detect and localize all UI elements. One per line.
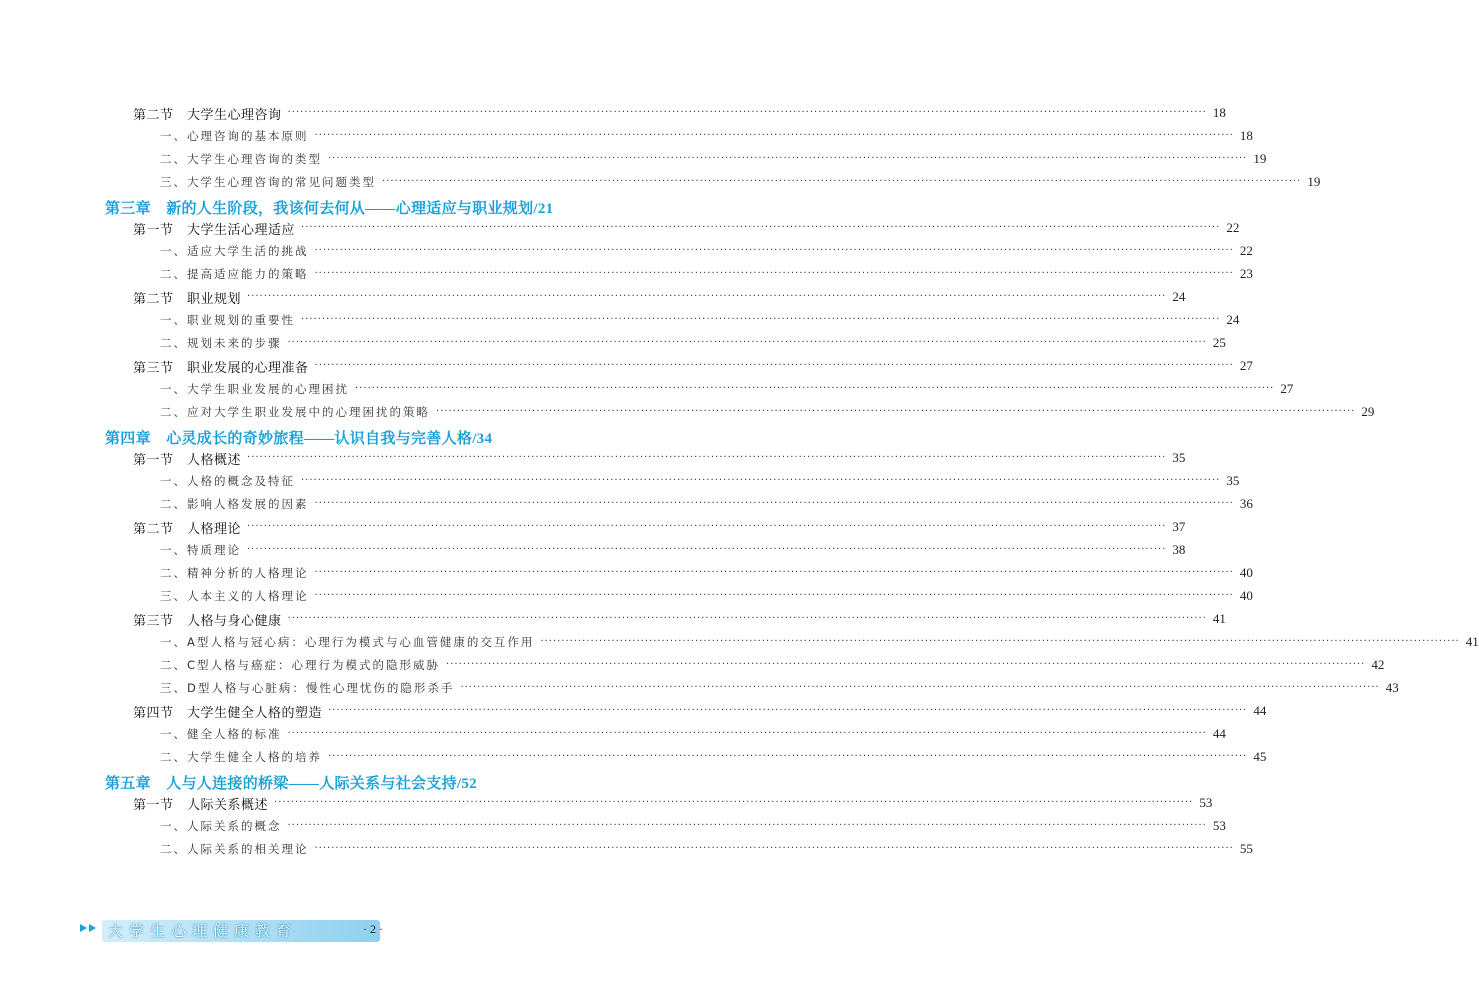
toc-item-entry <box>160 264 1253 284</box>
toc-section-title: 第一节 大学生活心理适应 <box>133 222 296 238</box>
toc-chapter-title: 第四章 心灵成长的奇妙旅程——认识自我与完善人格/34 <box>105 430 493 447</box>
toc-item-title: 一、适应大学生活的挑战 <box>160 244 309 258</box>
toc-page-number: 19 <box>1253 151 1267 166</box>
dot-leader: ···························································································································································································································· <box>301 314 1221 325</box>
toc-item-entry <box>160 632 1479 652</box>
book-title: 大学生心理健康教育 <box>108 922 298 940</box>
dot-leader: ···························································································································································································································· <box>355 383 1275 394</box>
toc-item-title: 二、应对大学生职业发展中的心理困扰的策略 <box>160 405 430 419</box>
dot-leader: ···························································································································································································································· <box>436 406 1356 417</box>
toc-chapter-title: 第五章 人与人连接的桥梁——人际关系与社会支持/52 <box>105 775 477 792</box>
toc-chapter-entry <box>105 195 650 219</box>
toc-section-entry <box>133 517 1186 537</box>
toc-item-title: 一、心理咨询的基本原则 <box>160 129 309 143</box>
toc-item-title: 二、提高适应能力的策略 <box>160 267 309 281</box>
toc-item-entry <box>160 126 1253 146</box>
toc-item-entry <box>160 586 1253 606</box>
page-footer <box>80 920 680 944</box>
toc-page-number: 44 <box>1212 726 1226 741</box>
toc-section-entry <box>133 793 1213 813</box>
toc-item-entry <box>160 816 1226 836</box>
toc-item-entry <box>160 241 1253 261</box>
toc-page-number: 42 <box>1371 657 1385 672</box>
toc-section-title: 第二节 职业规划 <box>133 291 242 307</box>
dot-leader: ···························································································································································································································· <box>247 452 1167 463</box>
dot-leader: ···························································································································································································································· <box>314 590 1234 601</box>
toc-section-title: 第三节 职业发展的心理准备 <box>133 360 309 376</box>
dot-leader: ···························································································································································································································· <box>314 360 1234 371</box>
toc-section-entry <box>133 448 1186 468</box>
toc-section-entry <box>133 218 1240 238</box>
dot-leader: ···························································································································································································································· <box>446 659 1366 670</box>
toc-item-title: 二、人际关系的相关理论 <box>160 842 309 856</box>
toc-item-title: 一、人格的概念及特征 <box>160 474 295 488</box>
toc-section-title: 第二节 人格理论 <box>133 521 242 537</box>
toc-item-title: 二、规划未来的步骤 <box>160 336 282 350</box>
dot-leader: ···························································································································································································································· <box>287 820 1207 831</box>
page-number: · 2 · <box>363 922 383 936</box>
toc-page-number: 53 <box>1199 795 1213 810</box>
toc-section-entry <box>133 103 1226 123</box>
toc-item-title: 二、大学生健全人格的培养 <box>160 750 322 764</box>
toc-item-entry <box>160 678 1399 698</box>
toc-item-entry <box>160 402 1375 422</box>
dot-leader: ···························································································································································································································· <box>301 222 1221 233</box>
toc-item-entry <box>160 655 1385 675</box>
toc-page-number: 43 <box>1385 680 1399 695</box>
toc-item-title: 二、精神分析的人格理论 <box>160 566 309 580</box>
double-arrow-icon <box>80 924 98 932</box>
dot-leader: ···························································································································································································································· <box>247 291 1167 302</box>
toc-page-number: 40 <box>1239 565 1253 580</box>
toc-chapter-title: 第三章 新的人生阶段，我该何去何从——心理适应与职业规划/21 <box>105 200 554 217</box>
dot-leader: ···························································································································································································································· <box>301 475 1221 486</box>
dot-leader: ···························································································································································································································· <box>287 613 1207 624</box>
toc-item-title: 一、特质理论 <box>160 543 241 557</box>
toc-page-number: 45 <box>1253 749 1267 764</box>
toc-page-number: 22 <box>1239 243 1253 258</box>
toc-page-number: 19 <box>1307 174 1321 189</box>
toc-page-number: 53 <box>1212 818 1226 833</box>
toc-item-entry <box>160 540 1186 560</box>
dot-leader: ···························································································································································································································· <box>314 268 1234 279</box>
dot-leader: ···························································································································································································································· <box>540 636 1460 647</box>
toc-page-number: 35 <box>1172 450 1186 465</box>
toc-item-entry <box>160 149 1267 169</box>
toc-item-entry <box>160 379 1294 399</box>
toc-page-number: 41 <box>1212 611 1226 626</box>
dot-leader: ···························································································································································································································· <box>328 705 1248 716</box>
toc-section-title: 第一节 人格概述 <box>133 452 242 468</box>
toc-page-number: 24 <box>1226 312 1240 327</box>
toc-page-number: 41 <box>1465 634 1479 649</box>
toc-page-number: 38 <box>1172 542 1186 557</box>
toc-page-number: 37 <box>1172 519 1186 534</box>
dot-leader: ···························································································································································································································· <box>328 153 1248 164</box>
toc-section-title: 第四节 大学生健全人格的塑造 <box>133 705 323 721</box>
toc-section-entry <box>133 609 1226 629</box>
toc-section-entry <box>133 287 1186 307</box>
toc-item-title: 三、人本主义的人格理论 <box>160 589 309 603</box>
dot-leader: ···························································································································································································································· <box>314 498 1234 509</box>
toc-item-entry <box>160 839 1253 859</box>
toc-item-title: 一、职业规划的重要性 <box>160 313 295 327</box>
toc-item-entry <box>160 172 1321 192</box>
toc-section-entry <box>133 356 1253 376</box>
toc-item-entry <box>160 563 1253 583</box>
toc-page-number: 18 <box>1212 105 1226 120</box>
toc-item-title: 三、大学生心理咨询的常见问题类型 <box>160 175 376 189</box>
toc-section-title: 第一节 人际关系概述 <box>133 797 269 813</box>
toc-page-number: 24 <box>1172 289 1186 304</box>
toc-item-entry <box>160 494 1253 514</box>
toc-item-title: 二、影响人格发展的因素 <box>160 497 309 511</box>
toc-page-number: 44 <box>1253 703 1267 718</box>
dot-leader: ···························································································································································································································· <box>287 107 1207 118</box>
dot-leader: ···························································································································································································································· <box>287 337 1207 348</box>
toc-item-title: 一、A型人格与冠心病：心理行为模式与心血管健康的交互作用 <box>160 635 535 649</box>
toc-item-title: 一、人际关系的概念 <box>160 819 282 833</box>
toc-section-title: 第三节 人格与身心健康 <box>133 613 282 629</box>
toc-item-title: 二、C型人格与癌症：心理行为模式的隐形威胁 <box>160 658 441 672</box>
dot-leader: ···························································································································································································································· <box>460 682 1380 693</box>
dot-leader: ···························································································································································································································· <box>382 176 1302 187</box>
toc-page-number: 35 <box>1226 473 1240 488</box>
toc-page-number: 18 <box>1239 128 1253 143</box>
dot-leader: ···························································································································································································································· <box>247 521 1167 532</box>
dot-leader: ···························································································································································································································· <box>314 245 1234 256</box>
toc-chapter-entry <box>105 770 650 794</box>
toc-item-title: 一、大学生职业发展的心理困扰 <box>160 382 349 396</box>
toc-page-number: 27 <box>1280 381 1294 396</box>
toc-section-entry <box>133 701 1267 721</box>
dot-leader: ···························································································································································································································· <box>328 751 1248 762</box>
toc-page-number: 23 <box>1239 266 1253 281</box>
dot-leader: ···························································································································································································································· <box>314 843 1234 854</box>
toc-page-number: 40 <box>1239 588 1253 603</box>
toc-page-number: 36 <box>1239 496 1253 511</box>
dot-leader: ···························································································································································································································· <box>274 797 1194 808</box>
toc-item-entry <box>160 333 1226 353</box>
toc-page-number: 55 <box>1239 841 1253 856</box>
toc-item-entry <box>160 310 1240 330</box>
toc-page-number: 25 <box>1212 335 1226 350</box>
book-title-banner <box>102 920 380 942</box>
toc-chapter-entry <box>105 425 650 449</box>
toc-item-title: 二、大学生心理咨询的类型 <box>160 152 322 166</box>
dot-leader: ···························································································································································································································· <box>314 567 1234 578</box>
toc-item-title: 三、D型人格与心脏病：慢性心理忧伤的隐形杀手 <box>160 681 455 695</box>
toc-page-number: 27 <box>1239 358 1253 373</box>
toc-page-number: 29 <box>1361 404 1375 419</box>
toc-item-title: 一、健全人格的标准 <box>160 727 282 741</box>
dot-leader: ···························································································································································································································· <box>247 544 1167 555</box>
toc-item-entry <box>160 747 1267 767</box>
toc-item-entry <box>160 471 1240 491</box>
toc-item-entry <box>160 724 1226 744</box>
dot-leader: ···························································································································································································································· <box>287 728 1207 739</box>
toc-page-number: 22 <box>1226 220 1240 235</box>
toc-section-title: 第二节 大学生心理咨询 <box>133 107 282 123</box>
dot-leader: ···························································································································································································································· <box>314 130 1234 141</box>
